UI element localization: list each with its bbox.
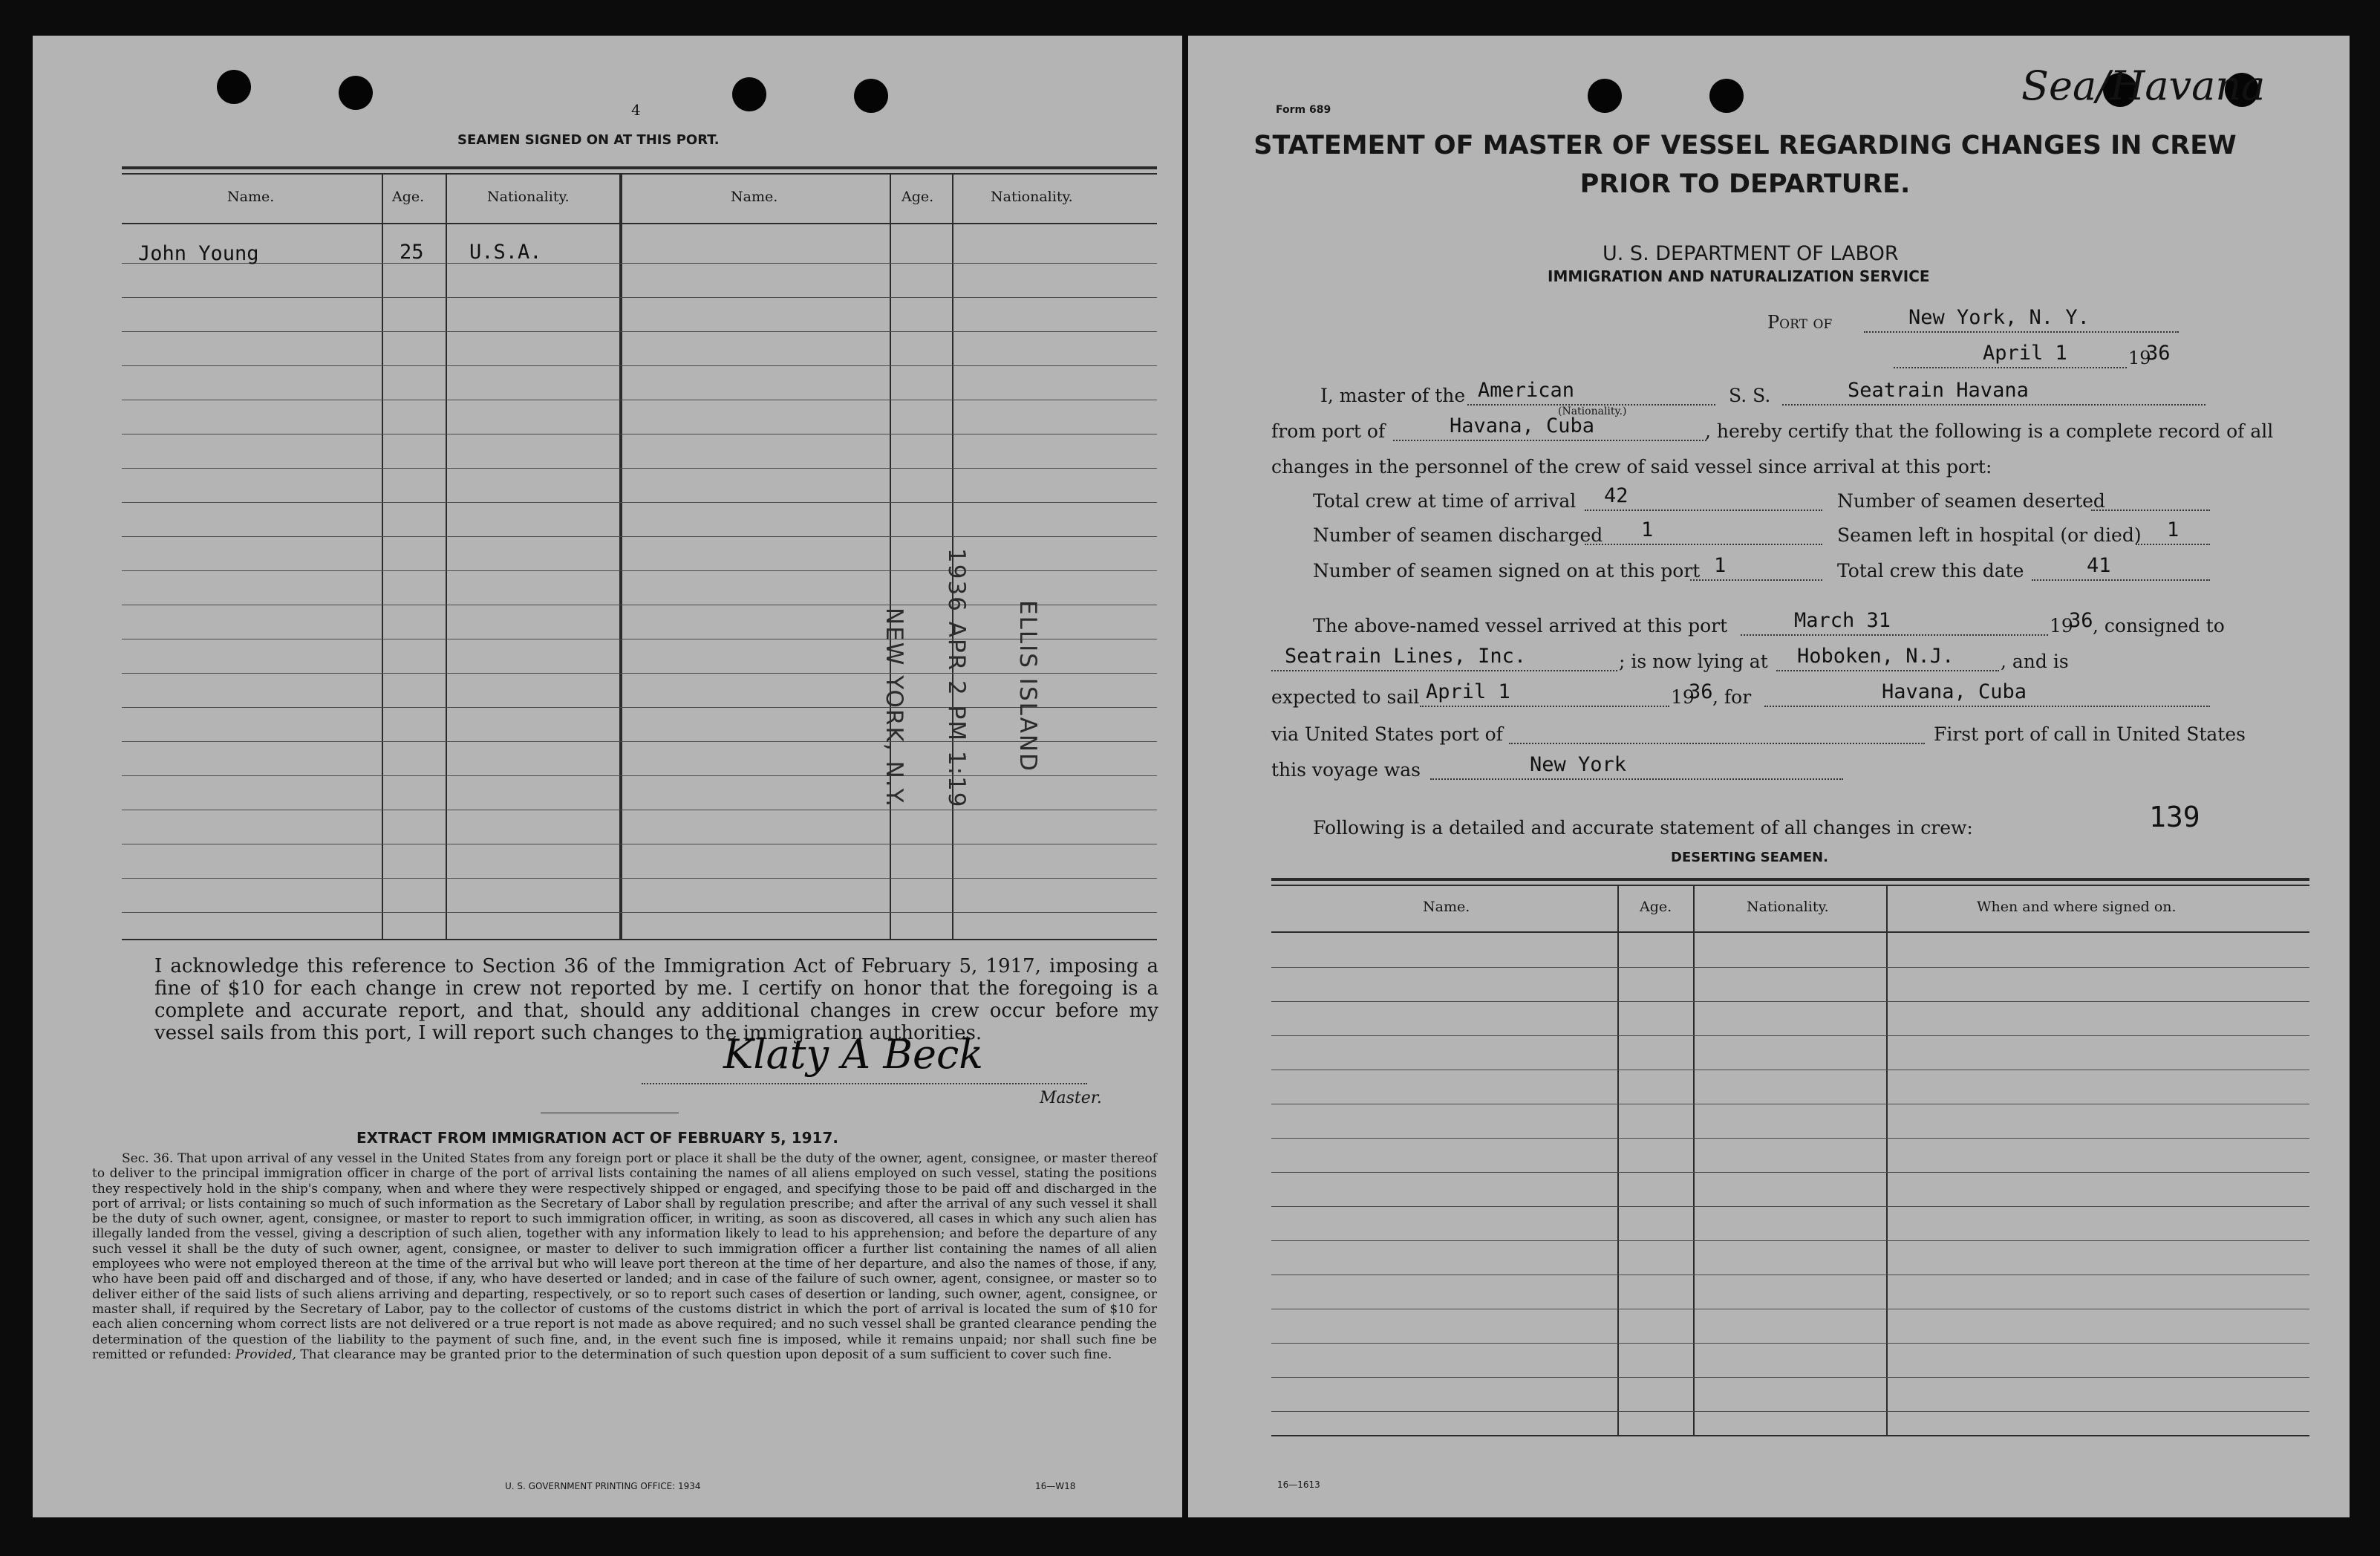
deserting-title: DESERTING SEAMEN. (1671, 850, 1828, 865)
first-port-value: New York (1530, 753, 1627, 776)
from-port-label: from port of (1271, 420, 1386, 442)
handwritten-page-number: 139 (2149, 801, 2200, 833)
entry-name: John Young (138, 242, 259, 265)
table-row (122, 331, 1157, 332)
hospital-value: 1 (2167, 518, 2180, 541)
right-form-code: 16—1613 (1277, 1479, 1320, 1490)
table-top-border-inner (122, 173, 1157, 175)
consignee: Seatrain Lines, Inc. (1285, 645, 1527, 668)
extract-provided: Provided, (235, 1347, 296, 1362)
extract-section: Sec. 36. (122, 1151, 174, 1166)
total-crew-arrival-label: Total crew at time of arrival (1313, 490, 1577, 512)
table-row (122, 468, 1157, 469)
punch-hole (339, 76, 373, 110)
service: IMMIGRATION AND NATURALIZATION SERVICE (1548, 267, 1930, 285)
lying-text: ; is now lying at (1619, 651, 1768, 672)
ss-label: S. S. (1729, 385, 1771, 406)
via-line (1509, 743, 1925, 744)
column-divider (890, 174, 891, 939)
header-nationality: Nationality. (487, 189, 570, 205)
destination-line (1764, 706, 2210, 707)
table-row (1271, 1138, 2309, 1139)
deserted-label: Number of seamen deserted (1837, 490, 2105, 512)
certify-text: , hereby certify that the following is a complete record of all (1705, 420, 2274, 442)
punch-hole (732, 77, 766, 111)
table-row (1271, 1343, 2309, 1344)
table-row (1271, 1035, 2309, 1036)
form-title-line1: STATEMENT OF MASTER OF VESSEL REGARDING CHANGES IN CREW (1253, 131, 2237, 160)
table-row (122, 673, 1157, 674)
table-row (122, 502, 1157, 503)
total-crew-arrival: 42 (1604, 484, 1628, 507)
table-top-border-inner (1271, 885, 2309, 886)
table-row (122, 912, 1157, 913)
master-of-the: I, master of the (1320, 385, 1466, 406)
form-title-line2: PRIOR TO DEPARTURE. (1579, 169, 1911, 199)
sail-year-prefix: 19 (1671, 686, 1695, 708)
table-header-border (122, 223, 1157, 224)
total-crew-date-line (2032, 579, 2210, 581)
discharged-line (1585, 544, 1822, 545)
table-row (122, 741, 1157, 742)
and-is-text: , and is (2001, 651, 2069, 672)
table-row (122, 707, 1157, 708)
master-label: Master. (1040, 1089, 1102, 1107)
arrived-year-suffix: 36 (2069, 609, 2093, 632)
sail-date-line (1420, 706, 1669, 707)
arrived-text: The above-named vessel arrived at this port (1313, 615, 1728, 637)
form-number: Form 689 (1276, 104, 1331, 116)
table-row (1271, 1206, 2309, 1207)
table-row (122, 570, 1157, 571)
entry-nationality: U.S.A. (469, 241, 542, 264)
first-port-text: First port of call in United States (1934, 723, 2246, 745)
following-text: Following is a detailed and accurate statement of all changes in crew: (1313, 817, 1973, 839)
nationality-value: American (1478, 379, 1575, 402)
total-crew-arrival-line (1585, 510, 1822, 511)
sail-date: April 1 (1426, 680, 1510, 703)
hospital-label: Seamen left in hospital (or died) (1837, 524, 2142, 546)
right-page (1188, 36, 2350, 1517)
master-signature: Klaty A Beck (723, 1031, 983, 1078)
table-row (1271, 967, 2309, 968)
table-bottom-border (1271, 1435, 2309, 1436)
punch-hole (1588, 79, 1622, 113)
table-row (122, 775, 1157, 776)
table-row (1271, 1411, 2309, 1412)
header-when-signed: When and where signed on. (1977, 899, 2177, 915)
discharged-value: 1 (1641, 518, 1654, 541)
first-port-line (1430, 778, 1843, 780)
signed-on-label: Number of seamen signed on at this port (1313, 560, 1701, 582)
date-value: April 1 (1983, 342, 2067, 365)
port-value: New York, N. Y. (1908, 306, 2090, 329)
nationality-caption: (Nationality.) (1558, 406, 1627, 417)
punch-hole (1709, 79, 1744, 113)
port-line (1864, 331, 2179, 333)
extract-text (92, 1151, 1157, 1362)
for-text: , for (1712, 686, 1752, 708)
ship-name: Seatrain Havana (1848, 379, 2029, 402)
column-divider (1617, 885, 1619, 1435)
table-bottom-border (122, 939, 1157, 940)
via-text: via United States port of (1271, 723, 1503, 745)
ship-name-line (1782, 404, 2205, 406)
left-form-code: 16—W18 (1035, 1481, 1076, 1491)
total-crew-date-label: Total crew this date (1837, 560, 2024, 582)
column-divider (619, 174, 622, 939)
arrived-date: March 31 (1794, 609, 1891, 632)
year-suffix: 36 (2146, 342, 2171, 365)
table-row (122, 536, 1157, 537)
signature-line (642, 1083, 1087, 1084)
arrived-year-prefix: 19 (2050, 615, 2073, 637)
expected-text: expected to sail (1271, 686, 1420, 708)
handwritten-annotation: Sea/Havana (2021, 62, 2266, 109)
this-voyage-text: this voyage was (1271, 759, 1421, 781)
punch-hole (854, 79, 888, 113)
column-divider (1886, 885, 1888, 1435)
changes-text: changes in the personnel of the crew of said vessel since arrival at this port: (1271, 456, 1992, 478)
header-nationality: Nationality. (1747, 899, 1829, 915)
signed-on-line (1690, 579, 1822, 581)
lying-at: Hoboken, N.J. (1797, 645, 1954, 668)
table-top-border (1271, 878, 2309, 881)
entry-age: 25 (400, 241, 424, 264)
department: U. S. DEPARTMENT OF LABOR (1603, 242, 1899, 265)
table-row (122, 263, 1157, 264)
extract-body: That upon arrival of any vessel in the United States from any foreign port or place it shall be the duty of the owner, agent, consignee, or master thereof to deliver to the principal immigration officer in charge of the port of arrival lists containing the names of all aliens employed on such vessel, stating the positions they respectively hold in the ship's company, when and where they were respectively shipped or engaged, and specifying those to be paid off and discharged in the port of arrival; or lists containing so much of such information as the Secretary of Labor shall by regulation prescribe; and after the arrival of any such vessel it shall be the duty of such owner, agent, consignee, or master to report to such immigration officer, in writing, as soon as discovered, all cases in which any such alien has illegally landed from the vessel, giving a description of such alien, together with any information likely to lead to his apprehension; and before the departure of any such vessel it shall be the duty of such owner, agent, consignee, or master to deliver to such immigration officer a further list containing the names of all alien employees who were not employed thereon at the time of the arrival but who will leave port thereon at the time of her departure, and also the names of those, if any, who have been paid off and discharged and of those, if any, who have deserted or landed; and in case of the failure of such owner, agent, consignee, or master so to deliver either of the said lists of such aliens arriving and departing, respectively, or so to report such cases of desertion or landing, such owner, agent, consignee, or master shall, if required by the Secretary of Labor, pay to the collector of customs of the customs district in which the port of arrival is located the sum of $10 for each alien concerning whom correct lists are not delivered or a true report is not made as above required; and no such vessel shall be granted clearance pending the determination of the question of the liability to the payment of such fine, and, in the event such fine is imposed, while it remains unpaid; nor shall such fine be remitted or refunded: (92, 1151, 1157, 1362)
table-row (1271, 1377, 2309, 1378)
header-age: Age. (1640, 899, 1672, 915)
ellis-island-stamp-line2: 1936 APR 2 PM 1:19 (943, 548, 970, 809)
table-row (122, 365, 1157, 366)
from-port-line (1393, 440, 1706, 441)
from-port-value: Havana, Cuba (1450, 414, 1595, 437)
table-row (1271, 1172, 2309, 1173)
extract-title: EXTRACT FROM IMMIGRATION ACT OF FEBRUARY 5, 1917. (356, 1129, 838, 1147)
table-row (122, 878, 1157, 879)
table-header-border (1271, 931, 2309, 933)
hospital-line (2136, 544, 2210, 545)
consigned-text: , consigned to (2093, 615, 2225, 637)
table-top-border (122, 166, 1157, 169)
section-title: SEAMEN SIGNED ON AT THIS PORT. (457, 132, 720, 148)
printing-office: U. S. GOVERNMENT PRINTING OFFICE: 1934 (505, 1481, 701, 1491)
punch-hole (217, 70, 251, 104)
date-line (1894, 367, 2127, 368)
header-age: Age. (902, 189, 934, 205)
header-name: Name. (731, 189, 778, 205)
discharged-label: Number of seamen discharged (1313, 524, 1603, 546)
column-divider (1693, 885, 1695, 1435)
table-row (1271, 1001, 2309, 1002)
table-row (122, 297, 1157, 298)
column-divider (446, 174, 447, 939)
consignee-line (1271, 670, 1617, 671)
ellis-island-stamp-line1: ELLIS ISLAND (1014, 600, 1041, 772)
arrived-date-line (1741, 634, 2048, 636)
port-label: Port of (1767, 312, 1833, 333)
header-nationality: Nationality. (991, 189, 1073, 205)
acknowledgment-text: I acknowledge this reference to Section 36 of the Immigration Act of February 5, 1917, imposing a fine of $10 for each change in crew not reported by me. I certify on honor that the foregoing is a complete and accurate report, and that, should any additional changes in crew occur before my vessel sails from this port, I will report such changes to the immigration authorities. (154, 955, 1158, 1044)
signed-on-value: 1 (1714, 554, 1727, 577)
year-prefix: 19 (2128, 348, 2151, 368)
table-row (1271, 1240, 2309, 1241)
sail-year-suffix: 36 (1689, 680, 1713, 703)
header-age: Age. (392, 189, 425, 205)
deserted-line (2091, 510, 2210, 511)
page-number: 4 (631, 101, 641, 119)
left-page (33, 36, 1182, 1517)
destination: Havana, Cuba (1882, 680, 2027, 703)
extract-tail: That clearance may be granted prior to the determination of such question upon deposit of a sum sufficient to cover such fine. (300, 1347, 1112, 1362)
column-divider (382, 174, 383, 939)
ellis-island-stamp-line3: NEW YORK, N.Y. (881, 608, 907, 809)
lying-at-line (1776, 670, 1999, 671)
total-crew-date: 41 (2087, 554, 2111, 577)
header-name: Name. (1423, 899, 1470, 915)
header-name: Name. (227, 189, 275, 205)
